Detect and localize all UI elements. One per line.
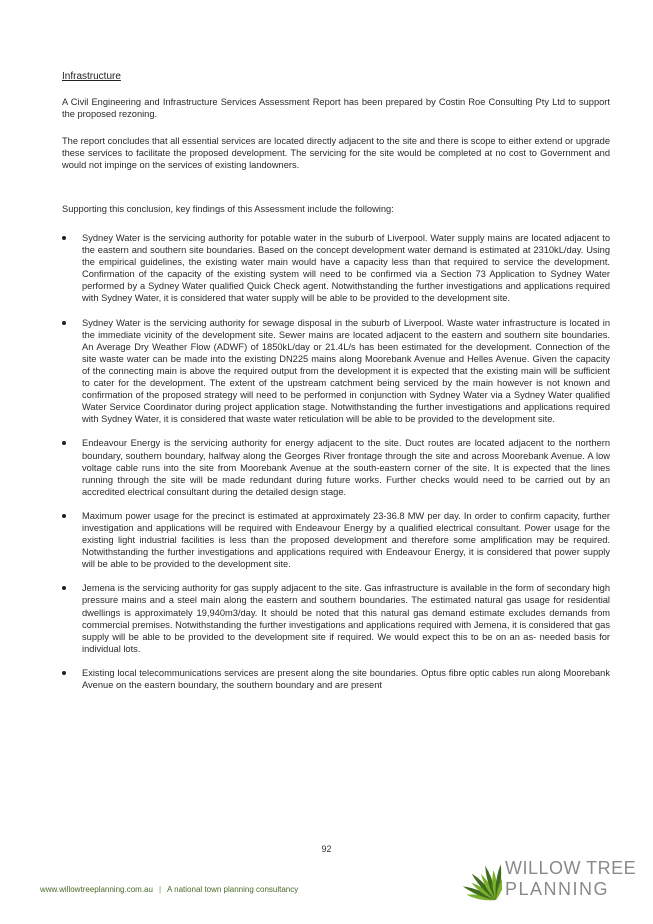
list-item	[62, 437, 610, 497]
logo-text-top: WILLOW TREE	[505, 858, 637, 878]
list-item-text: Endeavour Energy is the servicing authority for energy adjacent to the site. Duct routes are located adjacent to the northern boundary, southern boundary, halfway along the Georges River frontage through the site and across Moorebank Avenue. A low voltage cable runs into the site from Moorebank Avenue at the south-eastern corner of the site. It is expected that the lines running through the site will be made redundant during future works. Further checks would need to be carried out by an accredited electrical consultant during the detailed design stage.	[82, 438, 610, 497]
list-item	[62, 317, 610, 426]
footer-website-link[interactable]: www.willowtreeplanning.com.au	[40, 885, 153, 894]
findings-list	[62, 232, 610, 703]
footer	[40, 885, 298, 894]
bullet-icon	[62, 586, 66, 590]
bullet-icon	[62, 671, 66, 675]
list-item-text: Jemena is the servicing authority for gas supply adjacent to the site. Gas infrastructure is available in the form of secondary high pressure mains and a steel main along the eastern and southern boundaries. The estimated natural gas usage for residential dwellings is approximately 19,940m3/day. It should be noted that this natural gas demand estimate excludes demands from commercial premises. Notwithstanding the further investigations and applications required with Jemena, it is considered that gas supply will be able to be provided to the development site if required. We would expect this to be on an as- needed basis for individual lots.	[82, 583, 610, 654]
bullet-icon	[62, 514, 66, 518]
list-item	[62, 232, 610, 305]
list-item-text: Maximum power usage for the precinct is estimated at approximately 23-36.8 MW per day. In order to confirm capacity, further investigation and applications will be required with Endeavour Energy by a qualified electrical consultant. Power usage for the existing light industrial facilities is less than the proposed development and therefore some amplification may be required. Notwithstanding the further investigations and applications required with Endeavour Energy, it is considered that power supply will be able to be provided to the development site.	[82, 510, 610, 570]
tree-logo-icon	[452, 856, 502, 904]
list-item-text: Existing local telecommunications services are present along the site boundaries. Optus fibre optic cables run along Moorebank Avenue on the eastern boundary, the southern boundary and are present	[82, 667, 610, 690]
paragraph: A Civil Engineering and Infrastructure Services Assessment Report has been prepared by Costin Roe Consulting Pty Ltd to support the proposed rezoning.	[62, 97, 610, 120]
paragraph: Supporting this conclusion, key findings of this Assessment include the following:	[62, 204, 394, 214]
list-item	[62, 582, 610, 655]
page-number: 92	[321, 844, 332, 854]
bullet-icon	[62, 236, 66, 240]
company-logo	[452, 856, 637, 904]
list-item	[62, 510, 610, 570]
bullet-icon	[62, 321, 66, 325]
logo-text-bottom: PLANNING	[505, 879, 610, 899]
section-heading: Infrastructure	[62, 71, 121, 82]
paragraph: The report concludes that all essential services are located directly adjacent to the site and there is scope to either extend or upgrade these services to facilitate the proposed development. The servicing for the site would be completed at no cost to Government and would not impinge on the services of existing landowners.	[62, 136, 610, 171]
footer-tagline: A national town planning consultancy	[167, 885, 299, 894]
list-item	[62, 667, 610, 691]
footer-separator: |	[158, 885, 162, 894]
list-item-text: Sydney Water is the servicing authority for sewage disposal in the suburb of Liverpool. Waste water infrastructure is located in the immediate vicinity of the development site. Sewer mains are located adjacent to the eastern and southern site boundaries. An Average Dry Weather Flow (ADWF) of 1850kL/day or 21.4L/s has been estimated for the development. Connection of the site waste water can be made into the existing DN225 mains along Moorebank Avenue and Helles Avenue. Given the capacity of the connecting main is above the required output from the development it is expected that the existing main will be sufficient to cater for the development. The extent of the upstream catchment being serviced by the main however is not known and confirmation of the proposed strategy will need to be performed in conjunction with Sydney Water via a Sydney Water qualified Water Service Coordinator during project application stage. Notwithstanding the further investigations and applications required with Sydney Water, it is considered that waste water reticulation will be able to be provided to the development site.	[82, 317, 610, 425]
bullet-icon	[62, 441, 66, 445]
list-item-text: Sydney Water is the servicing authority for potable water in the suburb of Liverpool. Water supply mains are located adjacent to the eastern and southern site boundaries. Based on the concept development water demand is estimated at 2310kL/day. Using the empirical guidelines, the existing water main would have a capacity less than that required to service the development. Confirmation of the capacity of the existing system will need to be confirmed via a Section 73 Application to Sydney Water performed by a Sydney Water qualified Quick Check agent. Notwithstanding the further investigations and applications required with Sydney Water, it is considered that water supply will be able to be provided to the development site.	[82, 233, 610, 304]
